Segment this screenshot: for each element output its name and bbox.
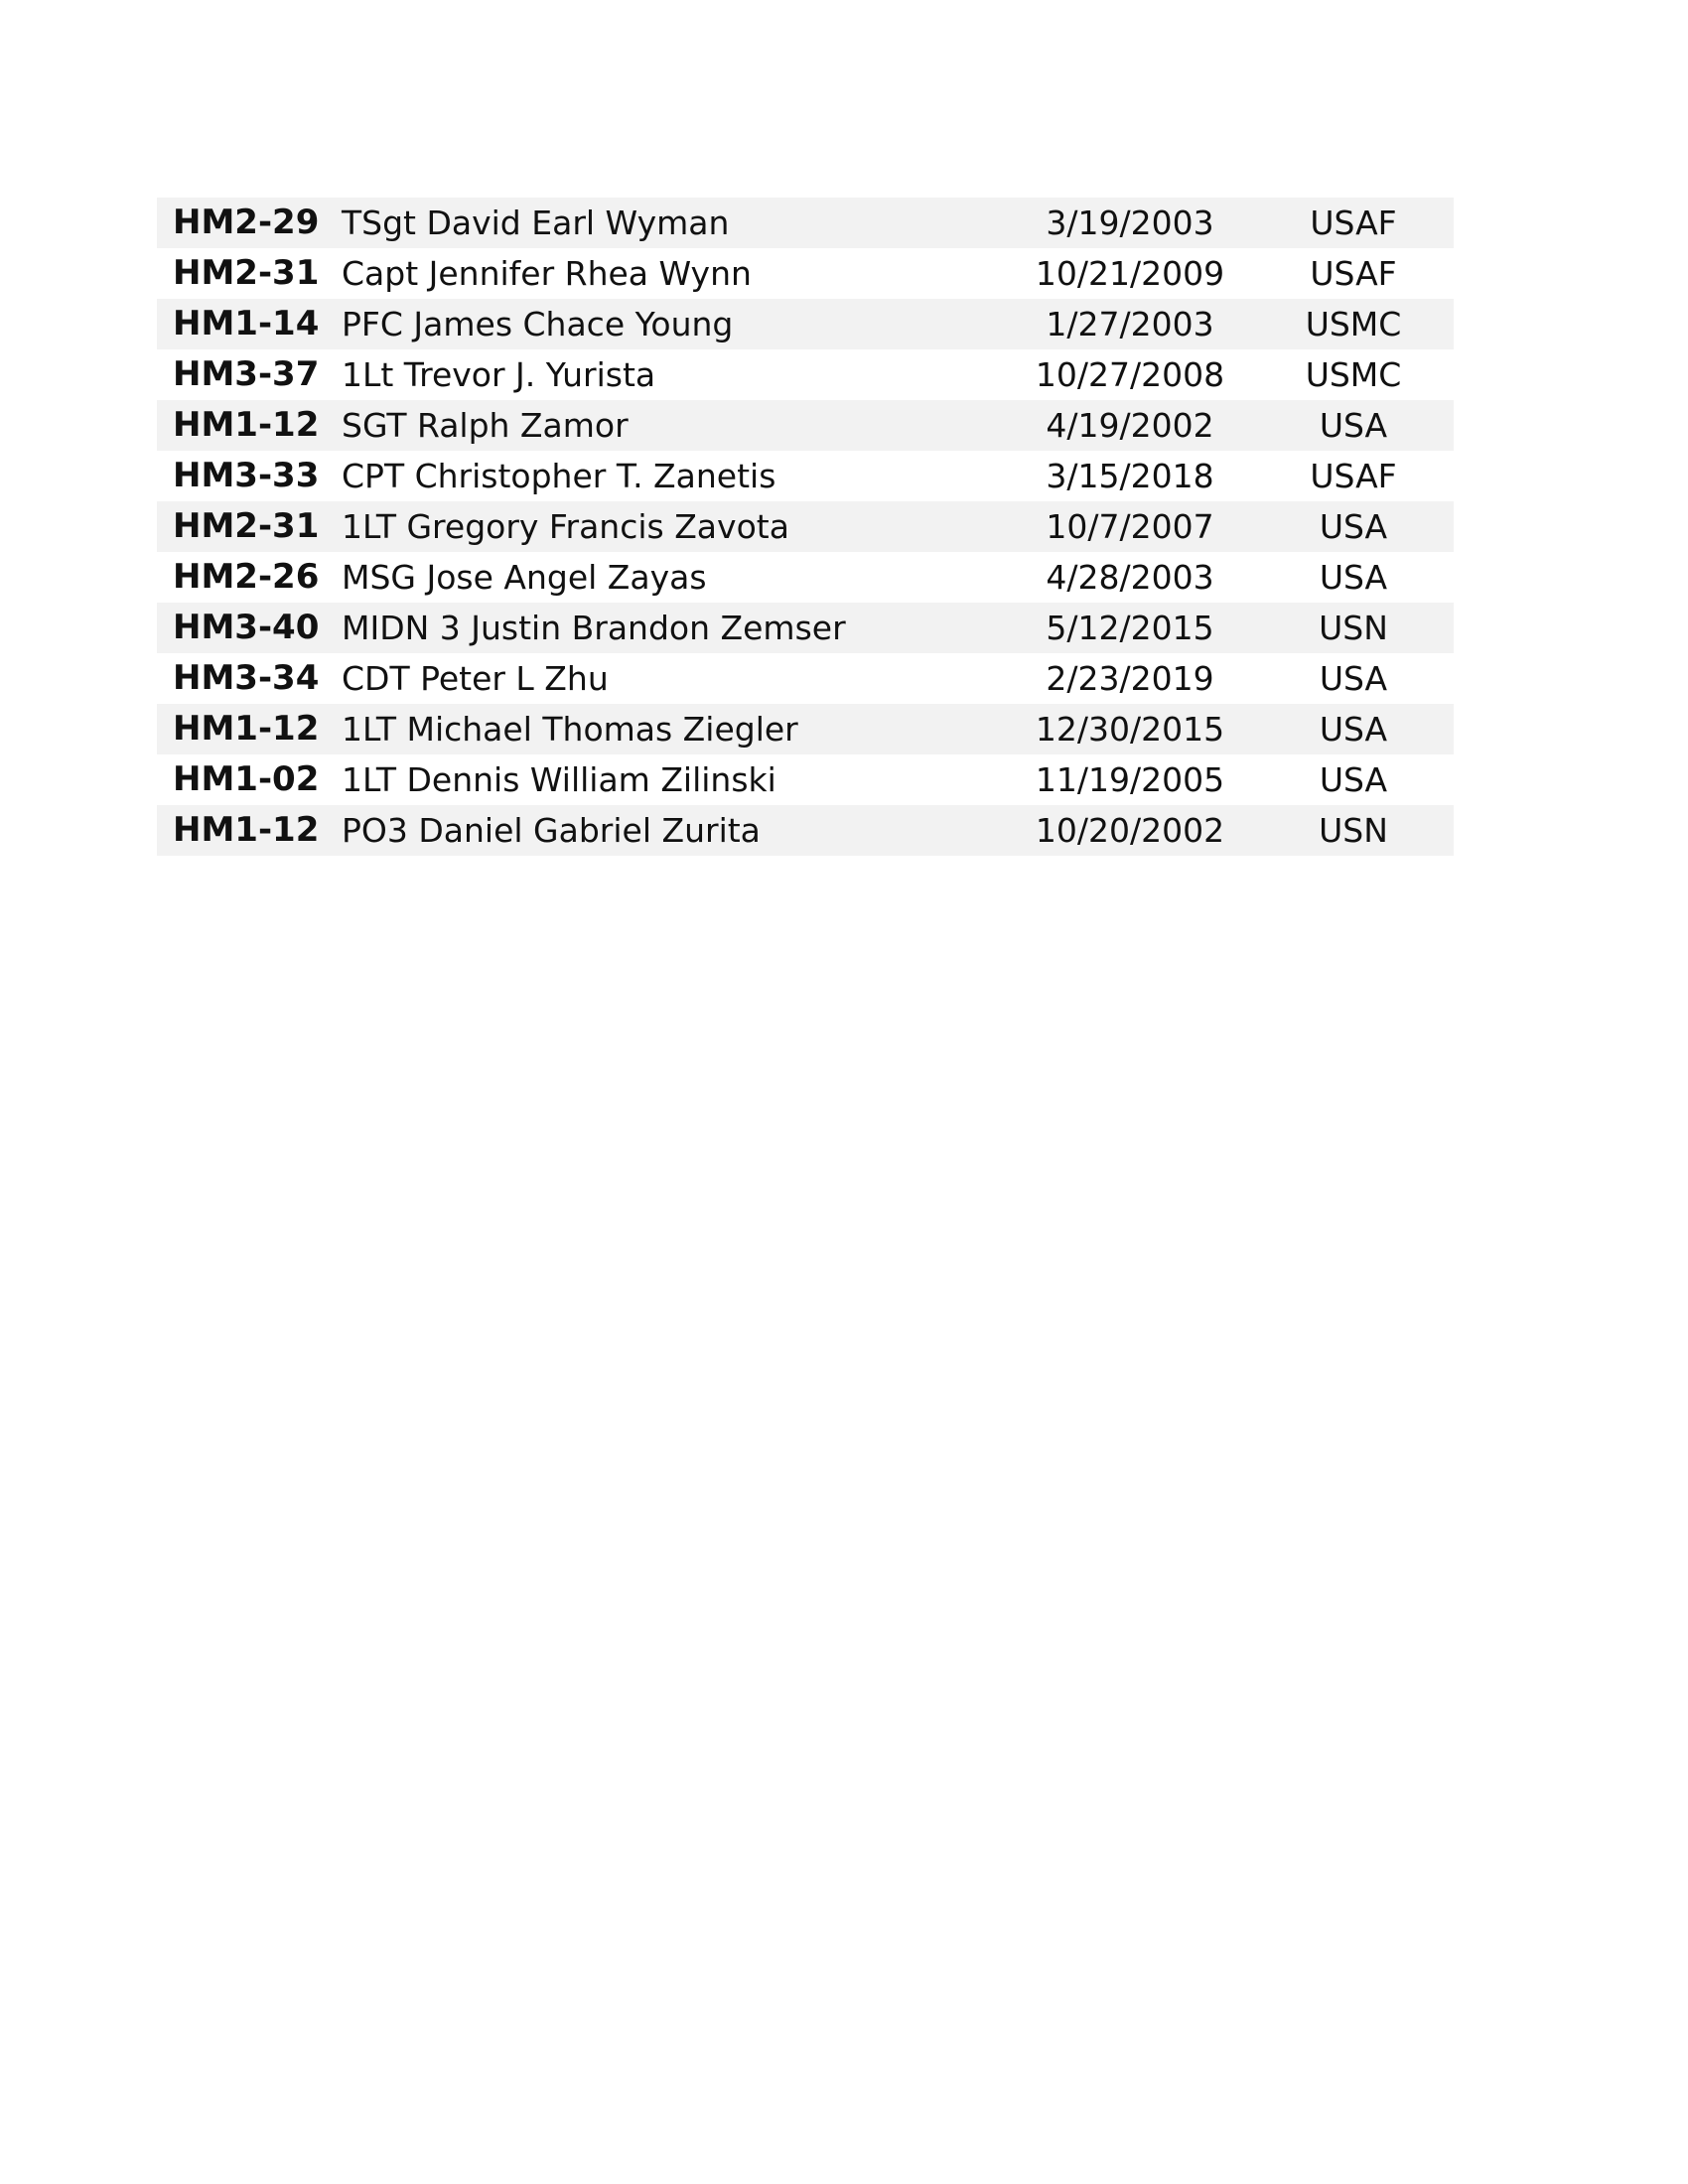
date-value: 2/23/2019 [1046, 659, 1214, 698]
branch-value: USMC [1305, 355, 1402, 394]
person-name: TSgt David Earl Wyman [342, 204, 730, 242]
location-code: HM3-37 [173, 354, 320, 394]
branch-value: USA [1319, 760, 1388, 799]
branch-value: USN [1319, 609, 1388, 647]
table-row [157, 349, 1454, 400]
person-name: PO3 Daniel Gabriel Zurita [342, 811, 761, 850]
date-value: 4/28/2003 [1046, 558, 1214, 597]
branch-value: USAF [1310, 254, 1397, 293]
table-row [157, 400, 1454, 451]
location-code: HM2-31 [173, 253, 320, 293]
person-name: MIDN 3 Justin Brandon Zemser [342, 609, 846, 647]
date-value: 4/19/2002 [1046, 406, 1214, 445]
table-row [157, 299, 1454, 349]
branch-value: USA [1319, 406, 1388, 445]
table-row [157, 653, 1454, 704]
branch-value: USA [1319, 558, 1388, 597]
person-name: CDT Peter L Zhu [342, 659, 609, 698]
branch-value: USAF [1310, 457, 1397, 495]
location-code: HM2-31 [173, 506, 320, 546]
date-value: 10/21/2009 [1035, 254, 1225, 293]
person-name: Capt Jennifer Rhea Wynn [342, 254, 752, 293]
person-name: 1Lt Trevor J. Yurista [342, 355, 656, 394]
person-name: MSG Jose Angel Zayas [342, 558, 707, 597]
location-code: HM3-34 [173, 658, 320, 698]
person-name: CPT Christopher T. Zanetis [342, 457, 776, 495]
table-row [157, 198, 1454, 248]
date-value: 10/27/2008 [1035, 355, 1225, 394]
location-code: HM1-02 [173, 759, 320, 799]
branch-value: USAF [1310, 204, 1397, 242]
date-value: 1/27/2003 [1046, 305, 1214, 343]
person-name: 1LT Michael Thomas Ziegler [342, 710, 798, 749]
person-name: 1LT Dennis William Zilinski [342, 760, 776, 799]
branch-value: USA [1319, 710, 1388, 749]
location-code: HM1-14 [173, 304, 320, 343]
person-name: 1LT Gregory Francis Zavota [342, 507, 789, 546]
table-row [157, 704, 1454, 754]
date-value: 11/19/2005 [1035, 760, 1225, 799]
branch-value: USMC [1305, 305, 1402, 343]
location-code: HM3-40 [173, 608, 320, 647]
table-row [157, 248, 1454, 299]
location-code: HM3-33 [173, 456, 320, 495]
table-row [157, 805, 1454, 856]
table-row [157, 501, 1454, 552]
location-code: HM1-12 [173, 709, 320, 749]
branch-value: USA [1319, 659, 1388, 698]
date-value: 12/30/2015 [1035, 710, 1225, 749]
date-value: 10/20/2002 [1035, 811, 1225, 850]
branch-value: USA [1319, 507, 1388, 546]
table-row [157, 451, 1454, 501]
location-code: HM1-12 [173, 810, 320, 850]
person-name: SGT Ralph Zamor [342, 406, 629, 445]
location-code: HM2-26 [173, 557, 320, 597]
roster-table [157, 198, 1454, 856]
table-row [157, 754, 1454, 805]
branch-value: USN [1319, 811, 1388, 850]
table-row [157, 552, 1454, 603]
date-value: 3/19/2003 [1046, 204, 1214, 242]
person-name: PFC James Chace Young [342, 305, 734, 343]
location-code: HM2-29 [173, 203, 320, 242]
date-value: 5/12/2015 [1046, 609, 1214, 647]
table-row [157, 603, 1454, 653]
date-value: 10/7/2007 [1046, 507, 1214, 546]
date-value: 3/15/2018 [1046, 457, 1214, 495]
location-code: HM1-12 [173, 405, 320, 445]
